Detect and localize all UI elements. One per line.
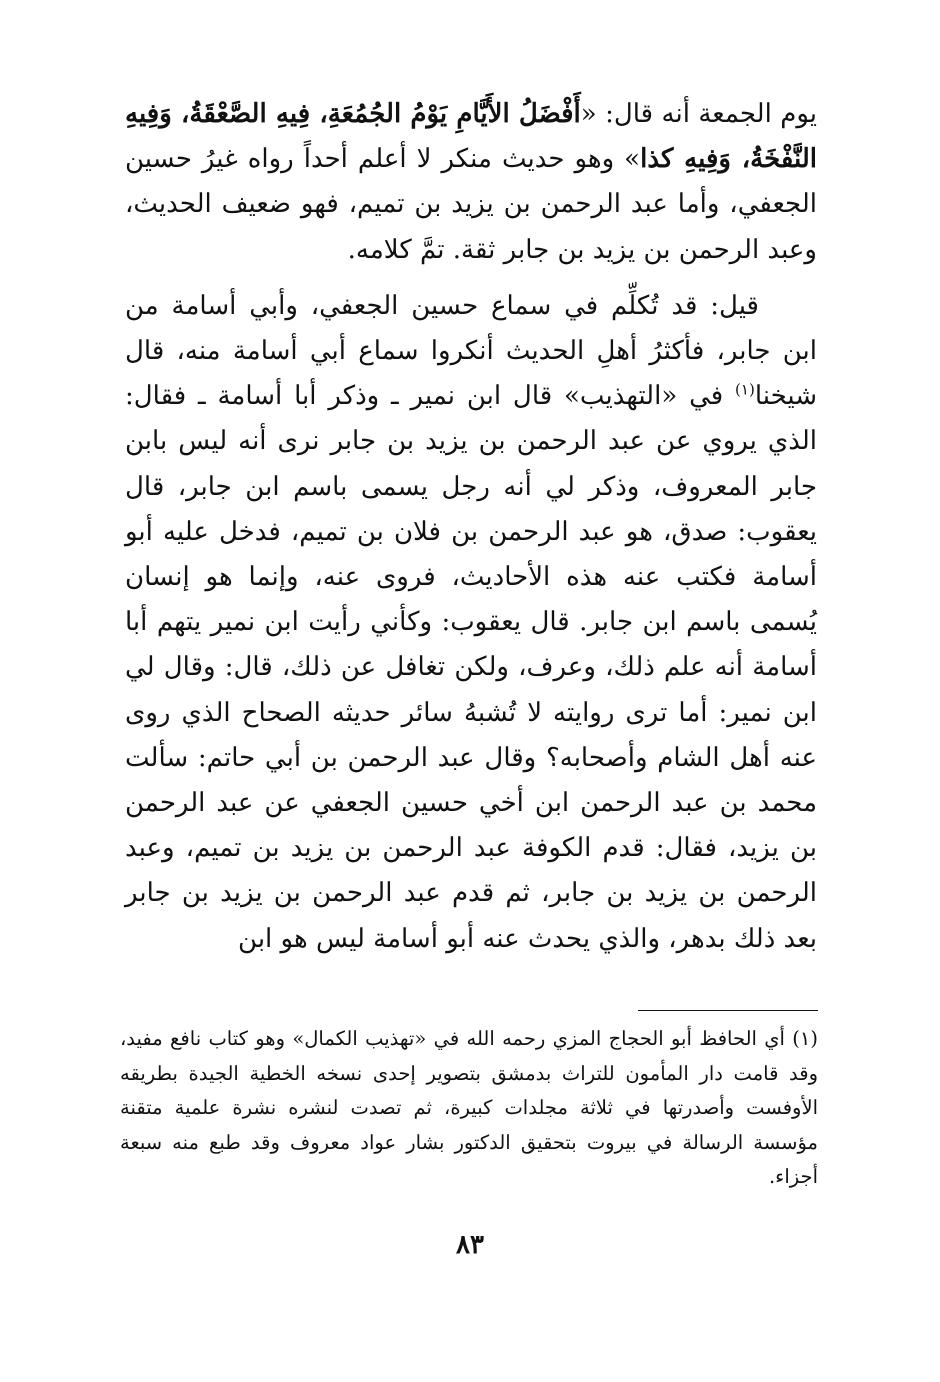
paragraph-2-start: قيل: قد تُكلِّم في سماع حسين الجعفي، وأبي أسامة من ابن جابر، فأكثرُ أهلِ الحديث أنكروا سماع أبي أسامة منه، قال شيخنا bbox=[125, 290, 817, 412]
footnote-reference[interactable]: (١) bbox=[735, 380, 755, 399]
footnote-separator bbox=[638, 1010, 818, 1011]
footnote bbox=[120, 1022, 818, 1195]
footnote-number: (١) bbox=[792, 1027, 818, 1050]
paragraph-2 bbox=[125, 284, 817, 962]
paragraph-1-intro: يوم الجمعة أنه قال: « bbox=[580, 99, 817, 129]
hadith-quote: أَفْضَلُ الأَيَّامِ يَوْمُ الجُمُعَةِ، فِيهِ الصَّعْقَةُ، وَفِيهِ النَّفْخَةُ، وَفِيهِ كذا bbox=[125, 99, 817, 175]
main-text bbox=[125, 92, 817, 962]
footnote-text: أي الحافظ أبو الحجاج المزي رحمه الله في «تهذيب الكمال» وهو كتاب نافع مفيد، وقد قامت دار المأمون للتراث بدمشق بتصوير إحدى نسخه الخطية الجيدة بطريقه الأوفست وأصدرتها في ثلاثة مجلدات كبيرة، ثم تصدت لنشره نشرة علمية متقنة مؤسسة الرسالة في بيروت بتحقيق الدكتور بشار عواد معروف وقد طبع منه سبعة أجزاء. bbox=[120, 1027, 818, 1188]
page-number: ٨٣ bbox=[456, 1230, 484, 1260]
paragraph-1-rest: » وهو حديث منكر لا أعلم أحداً رواه غيرُ حسين الجعفي، وأما عبد الرحمن بن يزيد بن تميم، فهو ضعيف الحديث، وعبد الرحمن بن يزيد بن جابر ثقة. تمَّ كلامه. bbox=[125, 144, 817, 265]
paragraph-1 bbox=[125, 92, 817, 273]
paragraph-2-rest: في «التهذيب» قال ابن نمير ـ وذكر أبا أسامة ـ فقال: الذي يروي عن عبد الرحمن بن يزيد بن جابر نرى أنه ليس بابن جابر المعروف، وذكر لي أنه رجل يسمى باسم ابن جابر، قال يعقوب: صدق، هو عبد الرحمن بن فلان بن تميم، فدخل عليه أبو أسامة فكتب عنه هذه الأحاديث، فروى عنه، وإنما هو إنسان يُسمى باسم ابن جابر. قال يعقوب: وكأني رأيت ابن نمير يتهم أبا أسامة أنه علم ذلك، وعرف، ولكن تغافل عن ذلك، قال: وقال لي ابن نمير: أما ترى روايته لا تُشبهُ سائر حديثه الصحاح الذي روى عنه أهل الشام وأصحابه؟ وقال عبد الرحمن بن أبي حاتم: سألت محمد بن عبد الرحمن ابن أخي حسين الجعفي عن عبد الرحمن بن يزيد، فقال: قدم الكوفة عبد الرحمن بن يزيد بن تميم، وعبد الرحمن بن يزيد بن جابر، ثم قدم عبد الرحمن بن يزيد بن جابر بعد ذلك بدهر، والذي يحدث عنه أبو أسامة ليس هو ابن bbox=[125, 381, 817, 954]
